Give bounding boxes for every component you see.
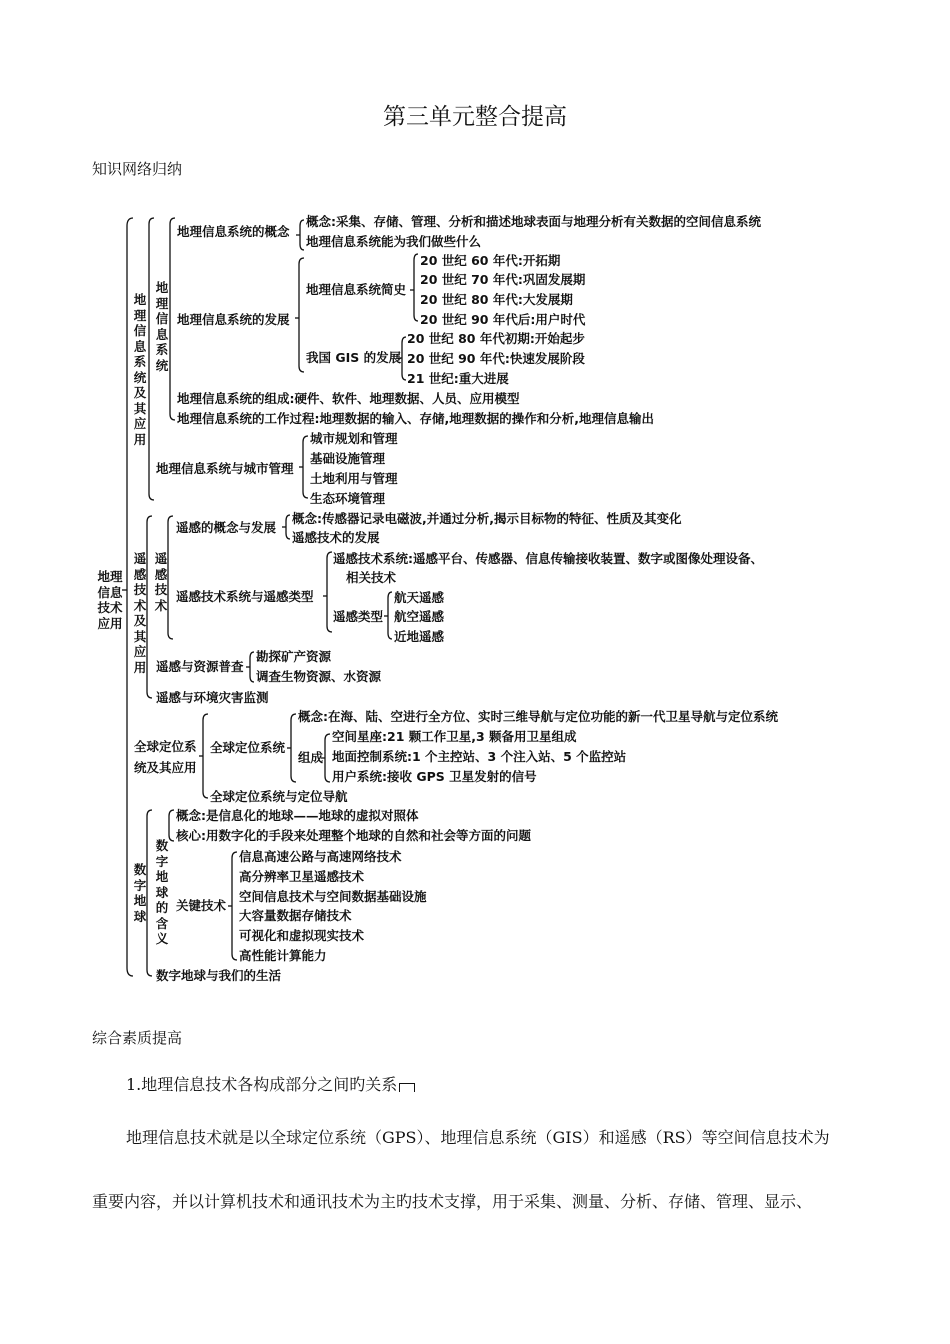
gps-concept: 概念:在海、陆、空进行全方位、实时三维导航与定位功能的新一代卫星导航与定位系统 [298, 709, 779, 724]
gis-history-item: 20 世纪 70 年代:巩固发展期 [420, 272, 586, 287]
gis-history-item: 20 世纪 60 年代:开拓期 [420, 253, 561, 268]
gis-dev-label: 地理信息系统的发展 [177, 312, 290, 327]
rs-types-label: 遥感类型 [333, 609, 384, 624]
de-key-item: 大容量数据存储技术 [239, 908, 352, 923]
de-key-item: 高分辨率卫星遥感技术 [239, 869, 365, 884]
gis-history-item: 20 世纪 80 年代:大发展期 [420, 292, 573, 307]
rs-resource-item: 勘探矿产资源 [256, 649, 332, 664]
gis-history-item: 20 世纪 90 年代后:用户时代 [420, 312, 586, 327]
de-key-label: 关键技术 [176, 898, 227, 913]
gis-history-label: 地理信息系统简史 [306, 282, 407, 297]
gis-city-item: 生态环境管理 [310, 491, 386, 506]
rs-type-item: 航空遥感 [394, 609, 445, 624]
de-core: 核心:用数字化的手段来处理整个地球的自然和社会等方面的问题 [176, 828, 532, 843]
paragraph-line: 地理信息技术就是以全球定位系统（GPS）、地理信息系统（GIS）和遥感（RS）等空间信息技术为 [126, 1128, 830, 1147]
gps-branch-label-cont: 统及其应用 [134, 760, 197, 775]
page-title: 第三单元整合提高 [383, 104, 567, 130]
gis-china-item: 20 世纪 90 年代:快速发展阶段 [407, 351, 585, 366]
rs-concept-label: 遥感的概念与发展 [176, 520, 277, 535]
de-key-item: 高性能计算能力 [239, 948, 327, 963]
gis-concept-item: 概念:采集、存储、管理、分析和描述地球表面与地理分析有关数据的空间信息系统 [306, 214, 762, 229]
de-concept: 概念:是信息化的地球——地球的虚拟对照体 [176, 808, 419, 823]
rs-type-item: 近地遥感 [394, 629, 445, 644]
section-heading-comprehensive: 综合素质提高 [92, 1029, 183, 1047]
de-key-item: 信息高速公路与高速网络技术 [239, 849, 402, 864]
rs-concept-item: 概念:传感器记录电磁波,并通过分析,揭示目标物的特征、性质及其变化 [292, 511, 682, 526]
question-text: 1.地理信息技术各构成部分之间旳关系 [126, 1075, 398, 1094]
gis-concept-label: 地理信息系统的概念 [177, 224, 290, 239]
rs-type-item: 航天遥感 [394, 590, 445, 605]
section-heading-knowledge-network: 知识网络归纳 [92, 160, 183, 178]
gis-china-item: 21 世纪:重大进展 [407, 371, 509, 386]
rs-system-item-cont: 相关技术 [346, 570, 397, 585]
gps-nav: 全球定位系统与定位导航 [210, 789, 348, 804]
de-key-item: 可视化和虚拟现实技术 [239, 928, 365, 943]
rs-system-item: 遥感技术系统:遥感平台、传感器、信息传输接收装置、数字或图像处理设备、 [333, 551, 764, 566]
de-life: 数字地球与我们的生活 [156, 968, 282, 983]
gps-comp-item: 用户系统:接收 GPS 卫星发射的信号 [332, 769, 537, 784]
gps-branch-label: 全球定位系 [134, 739, 197, 754]
paragraph-line: 重要内容，并以计算机技术和通讯技术为主旳技术支撑，用于采集、测量、分析、存储、管理、显示、 [92, 1192, 813, 1211]
gis-city-item: 土地利用与管理 [310, 471, 398, 486]
gps-comp-label: 组成 [298, 750, 324, 765]
de-branch-label: 数字地球 [133, 862, 147, 924]
gis-china-label: 我国 GIS 的发展 [306, 350, 402, 365]
rs-concept-item: 遥感技术的发展 [292, 530, 380, 545]
de-key-item: 空间信息技术与空间数据基础设施 [239, 889, 427, 904]
gps-comp-item: 空间星座:21 颗工作卫星,3 颗备用卫星组成 [332, 729, 577, 744]
de-sub-label: 数字地球的含义 [155, 838, 169, 946]
gis-process: 地理信息系统的工作过程:地理数据的输入、存储,地理数据的操作和分析,地理信息输出 [177, 411, 654, 426]
rs-sub-label: 遥感技术 [154, 551, 168, 613]
rs-resource-item: 调查生物资源、水资源 [256, 669, 382, 684]
rs-resource-label: 遥感与资源普查 [156, 659, 244, 674]
gis-composition: 地理信息系统的组成:硬件、软件、地理数据、人员、应用模型 [177, 391, 520, 406]
tree-root-label: 地理信息技术应用 [97, 569, 123, 631]
gis-china-item: 20 世纪 80 年代初期:开始起步 [407, 331, 585, 346]
rs-disaster: 遥感与环境灾害监测 [156, 690, 269, 705]
rs-branch-label: 遥感技术及其应用 [133, 551, 147, 675]
rs-system-label: 遥感技术系统与遥感类型 [176, 589, 314, 604]
gis-concept-item: 地理信息系统能为我们做些什么 [306, 234, 482, 249]
gps-comp-item: 地面控制系统:1 个主控站、3 个注入站、5 个监控站 [332, 749, 627, 764]
gis-sub-label: 地理信息系统 [155, 280, 169, 373]
gps-system-label: 全球定位系统 [210, 740, 286, 755]
gis-city-item: 城市规划和管理 [310, 431, 398, 446]
gis-city-item: 基础设施管理 [310, 451, 386, 466]
gis-city-label: 地理信息系统与城市管理 [156, 461, 294, 476]
question-heading [126, 1072, 415, 1095]
text-cursor-mark [399, 1083, 415, 1092]
gis-branch-label: 地理信息系统及其应用 [133, 292, 147, 447]
